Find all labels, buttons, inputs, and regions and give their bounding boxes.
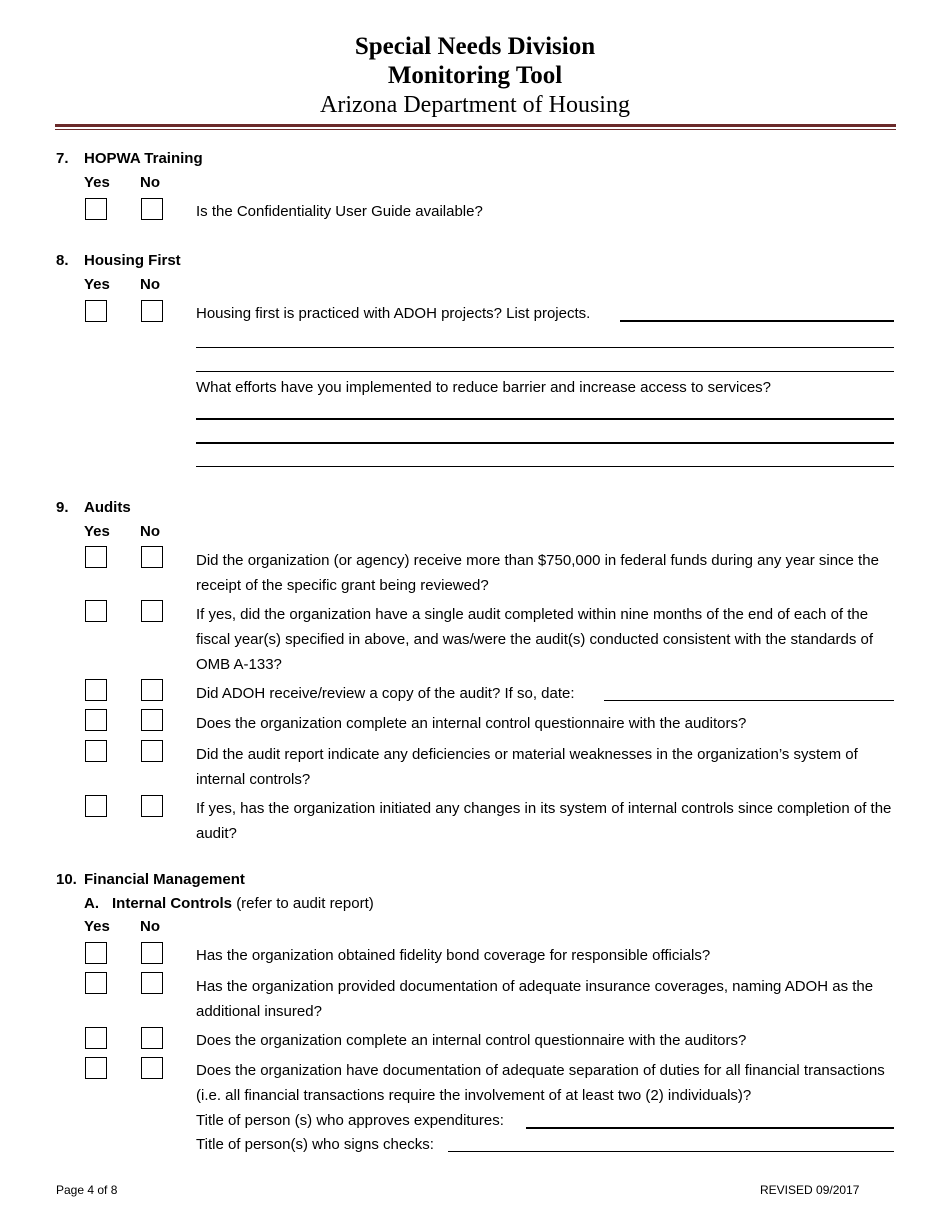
yes-label: Yes [84, 276, 110, 293]
approver-title-line[interactable] [526, 1127, 894, 1129]
no-checkbox[interactable] [141, 300, 163, 322]
answer-line[interactable] [196, 466, 894, 467]
question-text: Housing first is practiced with ADOH projects? List projects. [196, 305, 591, 322]
yes-checkbox[interactable] [85, 300, 107, 322]
yes-checkbox[interactable] [85, 942, 107, 964]
header-rule-thin [55, 129, 896, 130]
no-checkbox[interactable] [141, 679, 163, 701]
no-checkbox[interactable] [141, 795, 163, 817]
yes-checkbox[interactable] [85, 679, 107, 701]
header-rule [55, 124, 896, 127]
section-title-hopwa-training: HOPWA Training [84, 150, 203, 167]
yes-label: Yes [84, 523, 110, 540]
subsection-title: Internal Controls [112, 895, 233, 912]
section-number: 8. [56, 252, 69, 269]
no-checkbox[interactable] [141, 942, 163, 964]
signer-title-line[interactable] [448, 1151, 894, 1152]
question-text: Did the organization (or agency) receive more than $750,000 in federal funds during any year since the receipt of the specific grant being reviewed? [196, 552, 879, 594]
question-text: If yes, did the organization have a single audit completed within nine months of the end of each of the fiscal year(s) specified in above, and was/were the audit(s) conducted consistent with the standards of OMB A-133? [196, 606, 874, 673]
document-title: Special Needs Division [354, 33, 596, 60]
no-label: No [140, 918, 160, 935]
yes-checkbox[interactable] [85, 1027, 107, 1049]
question-text: Does the organization complete an internal control questionnaire with the auditors? [196, 715, 747, 732]
agency-name: Arizona Department of Housing [320, 92, 630, 118]
question-text: Does the organization complete an internal control questionnaire with the auditors? [196, 1032, 747, 1049]
section-title-housing-first: Housing First [84, 252, 181, 269]
question-text: Does the organization have documentation of adequate separation of duties for all financial transactions (i.e. all financial transactions require the involvement of at least two (2) individuals)? [196, 1062, 885, 1104]
signer-title-label: Title of person(s) who signs checks: [196, 1136, 434, 1153]
yes-checkbox[interactable] [85, 546, 107, 568]
section-number: 7. [56, 150, 69, 167]
question-text: Is the Confidentiality User Guide available? [196, 203, 483, 220]
subsection-note: (refer to audit report) [236, 895, 374, 912]
question-text: What efforts have you implemented to reduce barrier and increase access to services? [196, 379, 772, 396]
yes-checkbox[interactable] [85, 198, 107, 220]
no-checkbox[interactable] [141, 972, 163, 994]
no-label: No [140, 523, 160, 540]
section-number: 10. [56, 871, 77, 888]
subsection-letter: A. [84, 895, 99, 912]
question-text: Did the audit report indicate any deficiencies or material weaknesses in the organization’s system of internal controls? [196, 746, 858, 788]
yes-checkbox[interactable] [85, 1057, 107, 1079]
answer-line[interactable] [196, 347, 894, 348]
no-checkbox[interactable] [141, 740, 163, 762]
yes-checkbox[interactable] [85, 709, 107, 731]
question-text: If yes, has the organization initiated any changes in its system of internal controls since completion of the audit? [196, 800, 892, 842]
answer-line[interactable] [196, 418, 894, 420]
section-number: 9. [56, 499, 69, 516]
question-text: Has the organization obtained fidelity bond coverage for responsible officials? [196, 947, 711, 964]
section-title-audits: Audits [84, 499, 131, 516]
no-checkbox[interactable] [141, 546, 163, 568]
question-text: Has the organization provided documentation of adequate insurance coverages, naming ADOH as the additional insured? [196, 978, 874, 1020]
yes-checkbox[interactable] [85, 740, 107, 762]
section-title-financial-management: Financial Management [84, 871, 245, 888]
audit-date-line[interactable] [604, 700, 894, 701]
no-checkbox[interactable] [141, 709, 163, 731]
yes-checkbox[interactable] [85, 972, 107, 994]
document-subtitle: Monitoring Tool [387, 62, 563, 89]
no-checkbox[interactable] [141, 198, 163, 220]
no-checkbox[interactable] [141, 1057, 163, 1079]
projects-answer-line[interactable] [620, 320, 894, 322]
no-checkbox[interactable] [141, 1027, 163, 1049]
page-number: Page 4 of 8 [56, 1183, 118, 1197]
question-text: Did ADOH receive/review a copy of the audit? If so, date: [196, 685, 575, 702]
yes-label: Yes [84, 918, 110, 935]
no-checkbox[interactable] [141, 600, 163, 622]
revision-date: REVISED 09/2017 [760, 1183, 860, 1197]
no-label: No [140, 276, 160, 293]
no-label: No [140, 174, 160, 191]
answer-line[interactable] [196, 442, 894, 444]
subsection-heading [112, 891, 374, 916]
answer-line[interactable] [196, 371, 894, 372]
yes-label: Yes [84, 174, 110, 191]
yes-checkbox[interactable] [85, 795, 107, 817]
approver-title-label: Title of person (s) who approves expenditures: [196, 1112, 504, 1129]
yes-checkbox[interactable] [85, 600, 107, 622]
